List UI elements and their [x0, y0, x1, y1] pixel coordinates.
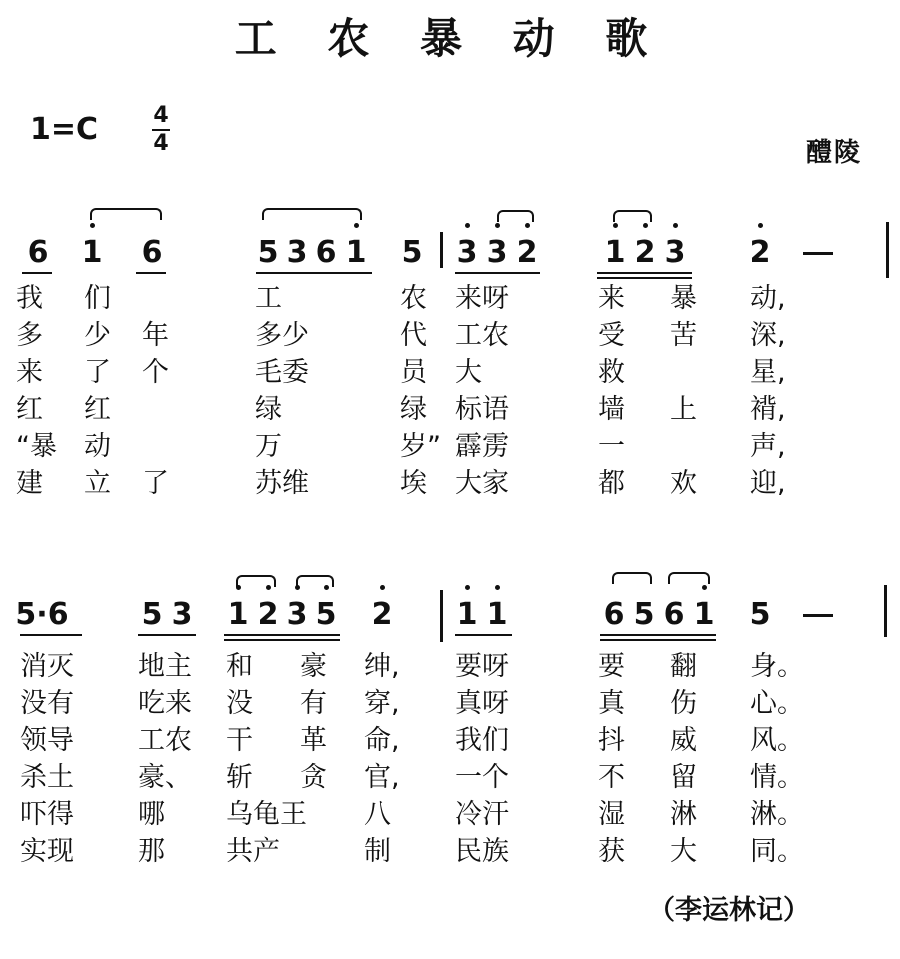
- octave-dot: [758, 223, 763, 228]
- song-origin: 醴陵: [806, 138, 863, 168]
- lyric-syllable: 不: [598, 762, 625, 793]
- beam-underline: [224, 634, 340, 636]
- lyric-syllable: 来: [16, 357, 43, 388]
- note-digit: 6: [27, 235, 49, 270]
- lyric-syllable: 要呀: [455, 651, 509, 682]
- lyric-syllable: 领导: [20, 725, 74, 756]
- slur: [497, 210, 534, 222]
- octave-dot: [354, 223, 359, 228]
- note-digit: 3: [286, 597, 308, 632]
- note-digit: 2: [749, 235, 771, 270]
- lyric-syllable: 要: [598, 651, 625, 682]
- lyric-syllable: 少: [84, 320, 111, 351]
- lyric-syllable: 迎,: [750, 468, 786, 499]
- note-digit: 5: [141, 597, 163, 632]
- lyric-syllable: 大: [670, 836, 697, 867]
- beam-underline-double: [597, 277, 692, 279]
- octave-dot: [495, 223, 500, 228]
- note-digit: 3: [456, 235, 478, 270]
- lyric-syllable: 有: [300, 688, 327, 719]
- lyric-syllable: 都: [598, 468, 625, 499]
- time-signature-top: 4: [153, 103, 169, 128]
- lyric-syllable: 情。: [750, 762, 804, 793]
- bar-line: [886, 222, 889, 278]
- lyric-syllable: 民族: [455, 836, 509, 867]
- lyric-syllable: 年: [142, 320, 169, 351]
- lyric-syllable: 没: [226, 688, 253, 719]
- lyric-syllable: 心。: [750, 688, 804, 719]
- beam-underline: [455, 634, 512, 636]
- lyric-syllable: 毛委: [255, 357, 309, 388]
- slur: [90, 208, 162, 220]
- note-digit: 1: [456, 597, 478, 632]
- beam-underline: [256, 272, 372, 274]
- lyric-syllable: 了: [142, 468, 169, 499]
- lyric-syllable: 埃: [400, 468, 427, 499]
- lyric-syllable: 地主: [138, 651, 192, 682]
- octave-dot: [525, 223, 530, 228]
- lyric-syllable: 绿: [400, 394, 427, 425]
- lyric-syllable: 穿,: [364, 688, 400, 719]
- lyric-syllable: 那: [138, 836, 165, 867]
- octave-dot: [465, 223, 470, 228]
- lyric-syllable: 立: [84, 468, 111, 499]
- lyric-syllable: 标语: [455, 394, 509, 425]
- note-digit: 6: [663, 597, 685, 632]
- lyric-syllable: 一: [598, 431, 625, 462]
- extension-dash: [803, 614, 833, 617]
- beam-underline-double: [224, 639, 340, 641]
- lyric-syllable: 了: [84, 357, 111, 388]
- note-digit: 5: [401, 235, 423, 270]
- note-digit: 1: [604, 235, 626, 270]
- lyric-syllable: 农: [400, 283, 427, 314]
- beam-underline: [138, 634, 196, 636]
- lyric-syllable: 吃来: [138, 688, 192, 719]
- octave-dot: [90, 223, 95, 228]
- lyric-syllable: 身。: [750, 651, 804, 682]
- lyric-syllable: 豪: [300, 651, 327, 682]
- lyric-syllable: 绿: [255, 394, 282, 425]
- note-digit: 3: [286, 235, 308, 270]
- lyric-syllable: 工农: [455, 320, 509, 351]
- lyric-syllable: 冷汗: [455, 799, 509, 830]
- lyric-syllable: 制: [364, 836, 391, 867]
- lyric-syllable: 淋。: [750, 799, 804, 830]
- song-title: 工 农 暴 动 歌: [234, 14, 666, 63]
- lyric-syllable: 乌龟王: [226, 799, 307, 830]
- lyric-syllable: 大: [455, 357, 482, 388]
- lyric-syllable: 一个: [455, 762, 509, 793]
- note-digit: 2: [516, 235, 538, 270]
- lyric-syllable: 来: [598, 283, 625, 314]
- lyric-syllable: 没有: [20, 688, 74, 719]
- note-digit: 3: [486, 235, 508, 270]
- lyric-syllable: 获: [598, 836, 625, 867]
- lyric-syllable: 来呀: [455, 283, 509, 314]
- lyric-syllable: 干: [226, 725, 253, 756]
- octave-dot: [613, 223, 618, 228]
- lyric-syllable: 动: [84, 431, 111, 462]
- lyric-syllable: 同。: [750, 836, 804, 867]
- octave-dot: [465, 585, 470, 590]
- lyric-syllable: 上: [670, 394, 697, 425]
- note-digit: 3: [664, 235, 686, 270]
- lyric-syllable: 真呀: [455, 688, 509, 719]
- note-digit: 6: [141, 235, 163, 270]
- lyric-syllable: 工农: [138, 725, 192, 756]
- lyric-syllable: 吓得: [20, 799, 74, 830]
- time-signature: [152, 104, 170, 156]
- lyric-syllable: 岁”: [400, 431, 441, 462]
- lyric-syllable: 实现: [20, 836, 74, 867]
- lyric-syllable: 大家: [455, 468, 509, 499]
- lyric-syllable: 八: [364, 799, 391, 830]
- beam-underline: [455, 272, 540, 274]
- octave-dot: [380, 585, 385, 590]
- lyric-syllable: 们: [84, 283, 111, 314]
- octave-dot: [643, 223, 648, 228]
- note-digit: 2: [257, 597, 279, 632]
- octave-dot: [702, 585, 707, 590]
- lyric-syllable: 杀土: [20, 762, 74, 793]
- lyric-syllable: 工: [255, 283, 282, 314]
- note-digit: 6: [603, 597, 625, 632]
- slur: [262, 208, 362, 220]
- lyric-syllable: 共产: [226, 836, 280, 867]
- bar-line: [884, 585, 887, 637]
- lyric-syllable: 贪: [300, 762, 327, 793]
- lyric-syllable: 伤: [670, 688, 697, 719]
- lyric-syllable: 官,: [364, 762, 400, 793]
- beam-underline: [136, 272, 166, 274]
- lyric-syllable: 淋: [670, 799, 697, 830]
- note-digit: 1: [81, 235, 103, 270]
- note-digit: 1: [486, 597, 508, 632]
- lyric-syllable: 星,: [750, 357, 786, 388]
- note-digit: 5·6: [15, 597, 69, 632]
- lyric-syllable: 墙: [598, 394, 625, 425]
- lyric-syllable: 抖: [598, 725, 625, 756]
- lyric-syllable: 苦: [670, 320, 697, 351]
- lyric-syllable: 声,: [750, 431, 786, 462]
- lyric-syllable: 建: [16, 468, 43, 499]
- note-digit: 6: [315, 235, 337, 270]
- lyric-syllable: 个: [142, 357, 169, 388]
- bar-line: [440, 232, 443, 268]
- lyric-syllable: 红: [16, 394, 43, 425]
- note-digit: 1: [693, 597, 715, 632]
- beam-underline: [600, 634, 716, 636]
- beam-underline: [20, 634, 82, 636]
- transcriber-credit: （李运林记）: [648, 895, 810, 926]
- lyric-syllable: 欢: [670, 468, 697, 499]
- lyric-syllable: 湿: [598, 799, 625, 830]
- lyric-syllable: 消灭: [20, 651, 74, 682]
- lyric-syllable: 真: [598, 688, 625, 719]
- slur: [668, 572, 710, 584]
- slur: [613, 210, 652, 222]
- slur: [612, 572, 652, 584]
- lyric-syllable: 动,: [750, 283, 786, 314]
- note-digit: 2: [371, 597, 393, 632]
- beam-underline-double: [600, 639, 716, 641]
- lyric-syllable: 救: [598, 357, 625, 388]
- lyric-syllable: 万: [255, 431, 282, 462]
- lyric-syllable: 褙,: [750, 394, 786, 425]
- lyric-syllable: 哪: [138, 799, 165, 830]
- lyric-syllable: 留: [670, 762, 697, 793]
- lyric-syllable: 斩: [226, 762, 253, 793]
- lyric-syllable: 受: [598, 320, 625, 351]
- bar-line: [440, 590, 443, 642]
- note-digit: 1: [345, 235, 367, 270]
- beam-underline: [597, 272, 692, 274]
- lyric-syllable: 霹雳: [455, 431, 509, 462]
- lyric-syllable: 暴: [670, 283, 697, 314]
- note-digit: 5: [749, 597, 771, 632]
- lyric-syllable: 革: [300, 725, 327, 756]
- lyric-syllable: 威: [670, 725, 697, 756]
- note-digit: 5: [315, 597, 337, 632]
- lyric-syllable: 我们: [455, 725, 509, 756]
- time-signature-bottom: 4: [153, 131, 169, 156]
- lyric-syllable: “暴: [16, 431, 57, 462]
- lyric-syllable: 深,: [750, 320, 786, 351]
- lyric-syllable: 豪、: [138, 762, 192, 793]
- lyric-syllable: 员: [400, 357, 427, 388]
- lyric-syllable: 代: [400, 320, 427, 351]
- lyric-syllable: 我: [16, 283, 43, 314]
- note-digit: 3: [171, 597, 193, 632]
- octave-dot: [673, 223, 678, 228]
- lyric-syllable: 翻: [670, 651, 697, 682]
- lyric-syllable: 命,: [364, 725, 400, 756]
- note-digit: 5: [633, 597, 655, 632]
- slur: [236, 575, 276, 587]
- note-digit: 2: [634, 235, 656, 270]
- note-digit: 1: [227, 597, 249, 632]
- lyric-syllable: 绅,: [364, 651, 400, 682]
- lyric-syllable: 风。: [750, 725, 804, 756]
- lyric-syllable: 多: [16, 320, 43, 351]
- note-digit: 5: [257, 235, 279, 270]
- beam-underline: [22, 272, 52, 274]
- lyric-syllable: 苏维: [255, 468, 309, 499]
- key-signature: 1=C: [30, 112, 99, 147]
- slur: [296, 575, 334, 587]
- lyric-syllable: 和: [226, 651, 253, 682]
- extension-dash: [803, 252, 833, 255]
- octave-dot: [495, 585, 500, 590]
- lyric-syllable: 多少: [255, 320, 309, 351]
- lyric-syllable: 红: [84, 394, 111, 425]
